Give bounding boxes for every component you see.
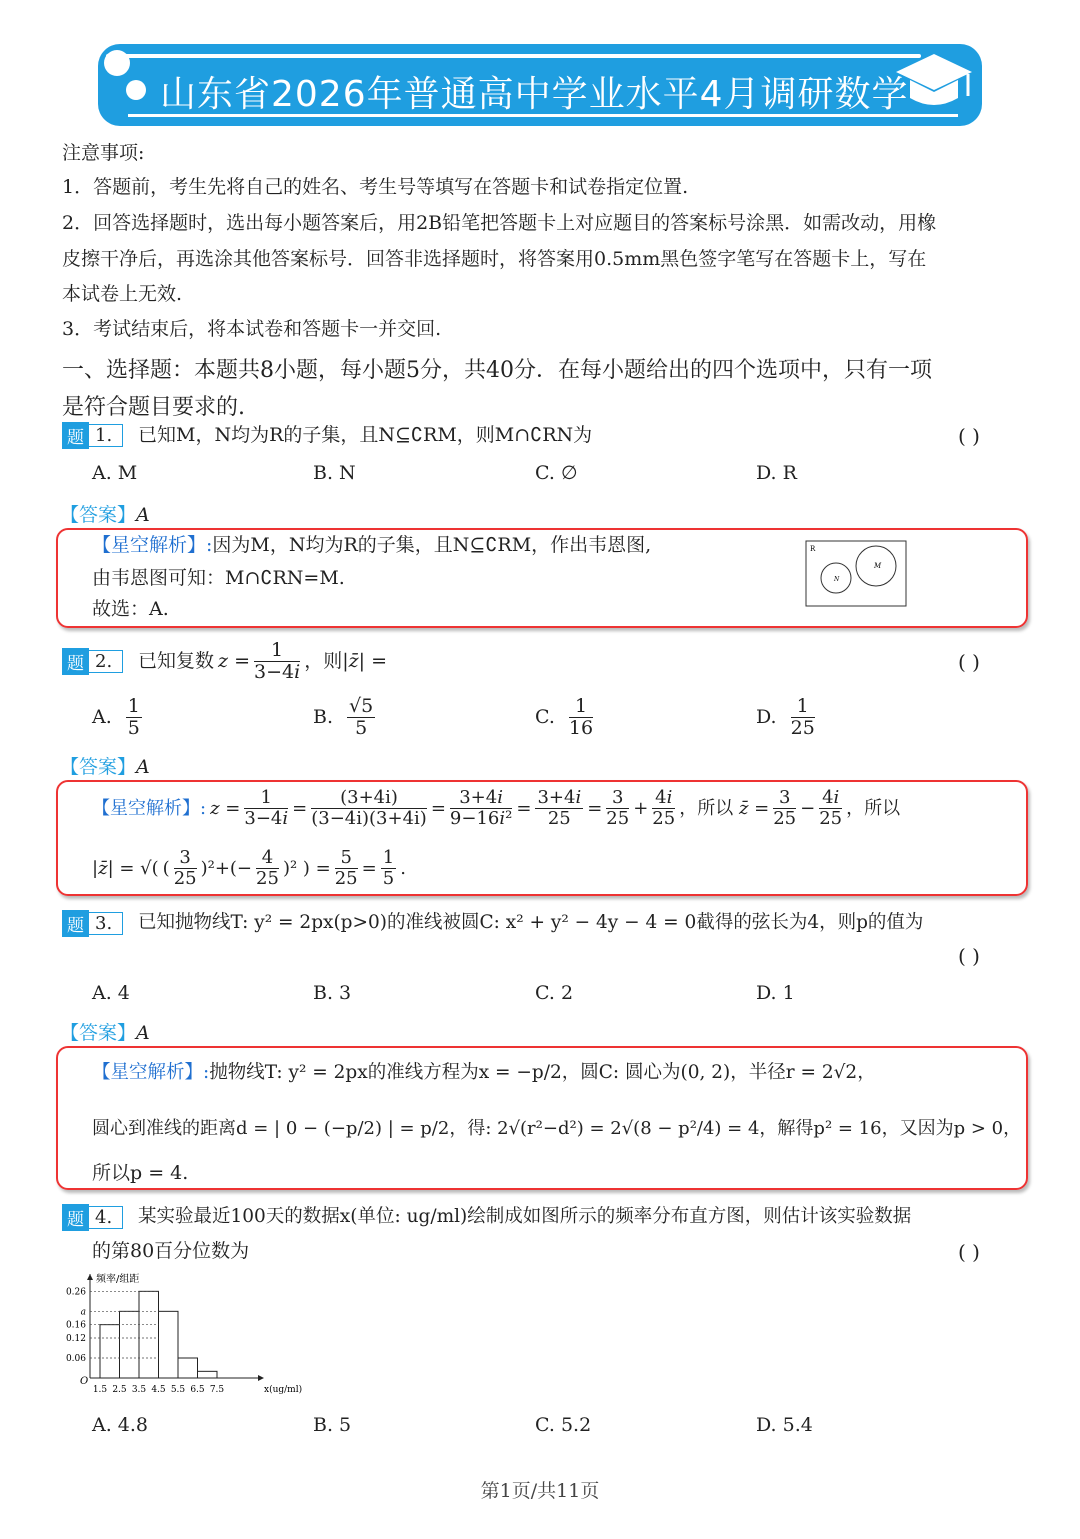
question-tag: 题 [62, 422, 89, 449]
option-b: B. N [313, 462, 356, 484]
y-tick-label: a [80, 1307, 86, 1318]
x-tick-label: 2.5 [112, 1385, 127, 1395]
answer-bracket: ( ) [958, 650, 980, 674]
question-tag: 题 [62, 1204, 89, 1231]
option-c: C. 5.2 [535, 1414, 592, 1436]
page-title: 山东省2026年普通高中学业水平4月调研数学 [160, 74, 909, 115]
fraction: $\frac{1}{3-4i}$ [254, 639, 301, 683]
option-d: D. 1 [756, 982, 795, 1004]
answer-value: A [136, 756, 150, 778]
banner-top-line [106, 54, 921, 58]
answer-value: A [136, 504, 150, 526]
solution-1-line3: 故选：A. [92, 598, 169, 620]
x-tick-label: 4.5 [151, 1385, 166, 1395]
answer-line [60, 500, 150, 527]
venn-label-r: R [810, 545, 816, 553]
notice-item-2b: 皮擦干净后，再选涂其他答案标号．回答非选择题时，将答案用0.5mm黑色签字笔写在答题卡上，写在 [62, 248, 927, 270]
y-tick-label: 0.12 [65, 1334, 86, 1344]
question-number: 1. [89, 424, 123, 447]
section-heading-line1: 一、选择题：本题共8小题，每小题5分，共40分．在每小题给出的四个选项中，只有一项 [62, 358, 932, 383]
x-tick-label: 6.5 [190, 1385, 205, 1395]
question-number: 4. [89, 1206, 123, 1229]
x-tick-label: 3.5 [131, 1385, 147, 1395]
option-b: B. 3 [313, 982, 352, 1004]
x-tick-label: 5.5 [170, 1385, 186, 1395]
notice-heading: 注意事项: [62, 142, 145, 164]
solution-3-line2: 圆心到准线的距离d = | 0 − (−p/2) | = p/2，得: 2√(r²−d²) = 2√(8 − p²/4) = 4，解得p² = 16，又因为p > 0， [92, 1118, 1022, 1139]
option-a: A. M [92, 462, 138, 484]
solution-2-line1: 【星空解析】: z = $\frac{1}{3-4i}$ = $\frac{(3+4i)}{(3-4i)(3+4i)}$ = $\frac{3+4i}{\text{9−16i²}}$ = $\frac{3+4i}{25}$ = $\frac{3}{25}$ + $\frac{4i}{25}$ ，所以 z̄ = $\frac{3}{25}$ − $\frac{4i}{25}$ ，所以 [92, 787, 901, 829]
answer-value: A [136, 1022, 150, 1044]
histogram-bar [159, 1311, 179, 1378]
option-d: D. 5.4 [756, 1414, 813, 1436]
notice-item-2c: 本试卷上无效. [62, 283, 183, 305]
question-3-label [62, 910, 123, 937]
venn-label-m: M [874, 562, 882, 570]
venn-label-n: N [834, 576, 840, 583]
histogram-bar [139, 1291, 159, 1378]
x-tick-label: 1.5 [92, 1385, 108, 1395]
y-tick-label: 0.26 [65, 1287, 86, 1298]
question-4-stem-line2: 的第80百分位数为 [92, 1240, 250, 1262]
option-b: B. 5 [313, 1414, 352, 1436]
y-axis-arrow [87, 1274, 93, 1280]
x-tick-label: 7.5 [209, 1385, 225, 1395]
banner-dot [104, 50, 130, 76]
banner-bullet [126, 80, 146, 100]
question-3-stem: 已知抛物线T: y² = 2px(p>0)的准线被圆C: x² + y² − 4y − 4 = 0截得的弦长为4，则p的值为 [138, 912, 924, 933]
option-d: D. $\frac{1}{25}$ [756, 695, 815, 739]
answer-bracket: ( ) [958, 424, 980, 448]
option-a: A. 4 [92, 982, 130, 1004]
solution-2-line2: |z̄| = √( ( $\frac{3}{25}$ )²+(− $\frac{4}{25}$ )² ) = $\frac{5}{25}$ = $\frac{1}{5}$ . [92, 847, 406, 889]
histogram-bar [198, 1371, 218, 1378]
histogram-bar [100, 1325, 120, 1378]
option-c: C. ∅ [535, 462, 578, 484]
answer-label: 【答案】 [60, 756, 137, 778]
answer-line [60, 1018, 150, 1045]
option-c: C. 2 [535, 982, 574, 1004]
notice-item-1: 1．答题前，考生先将自己的姓名、考生号等填写在答题卡和试卷指定位置. [62, 176, 689, 198]
answer-line [60, 752, 150, 779]
histogram-bar [120, 1311, 140, 1378]
question-number: 2. [89, 650, 123, 673]
answer-bracket: ( ) [958, 1240, 980, 1264]
answer-bracket: ( ) [958, 944, 980, 968]
option-d: D. R [756, 462, 797, 484]
question-4-stem-line1: 某实验最近100天的数据x(单位: ug/ml)绘制成如图所示的频率分布直方图，则估计该实验数据 [138, 1206, 912, 1227]
question-2-stem-post: ，则 [304, 649, 343, 672]
frequency-histogram [58, 1268, 303, 1396]
x-axis-arrow [258, 1375, 264, 1381]
venn-diagram [805, 540, 907, 608]
solution-3-line1: 【星空解析】:抛物线T: y² = 2px的准线方程为x = −p/2，圆C: 圆心为(0, 2)，半径r = 2√2， [92, 1062, 876, 1083]
question-1-label [62, 422, 123, 449]
answer-label: 【答案】 [60, 1022, 137, 1044]
question-2-stem-pre: 已知复数 [138, 649, 215, 672]
x-axis-label: x(ug/ml) [264, 1385, 303, 1395]
question-tag: 题 [62, 648, 89, 675]
y-tick-label: 0.06 [65, 1354, 86, 1364]
page-footer: 第1页/共11页 [480, 1480, 600, 1502]
solution-1-text1: 因为M，N均为R的子集，且N⊆∁RM，作出韦恩图, [212, 534, 652, 556]
solution-label: 【星空解析】: [92, 534, 213, 556]
question-tag: 题 [62, 910, 89, 937]
title-banner [98, 44, 982, 126]
option-a: A. 4.8 [92, 1414, 149, 1436]
question-2-stem: 已知复数 z = $\frac{1}{3-4i}$ ，则 |z̄| = [138, 639, 387, 683]
y-tick-label: 0.16 [65, 1320, 86, 1331]
notice-item-3: 3．考试结束后，将本试卷和答题卡一并交回. [62, 318, 442, 340]
question-number: 3. [89, 912, 123, 935]
option-a: A. $\frac{1}{5}$ [92, 695, 140, 739]
graduation-cap-icon [894, 48, 974, 118]
solution-1-line2: 由韦恩图可知：M∩∁RN=M. [92, 567, 345, 589]
solution-1-line1 [92, 534, 651, 557]
section-heading-line2: 是符合题目要求的. [62, 395, 245, 420]
question-1-stem: 已知M，N均为R的子集，且N⊆∁RM，则M∩∁RN为 [138, 424, 593, 446]
notice-item-2a: 2．回答选择题时，选出每小题答案后，用2B铅笔把答题卡上对应题目的答案标号涂黑．如需改动，用橡 [62, 212, 937, 234]
answer-label: 【答案】 [60, 504, 137, 526]
origin-label: O [80, 1376, 89, 1387]
question-4-label [62, 1204, 123, 1231]
option-b: B. $\frac{√5}{5}$ [313, 695, 374, 739]
histogram-bar [178, 1358, 198, 1378]
option-c: C. $\frac{1}{16}$ [535, 695, 594, 739]
question-2-label [62, 648, 123, 675]
y-axis-label: 频率/组距 [96, 1274, 140, 1285]
solution-3-line3: 所以p = 4. [92, 1162, 189, 1184]
